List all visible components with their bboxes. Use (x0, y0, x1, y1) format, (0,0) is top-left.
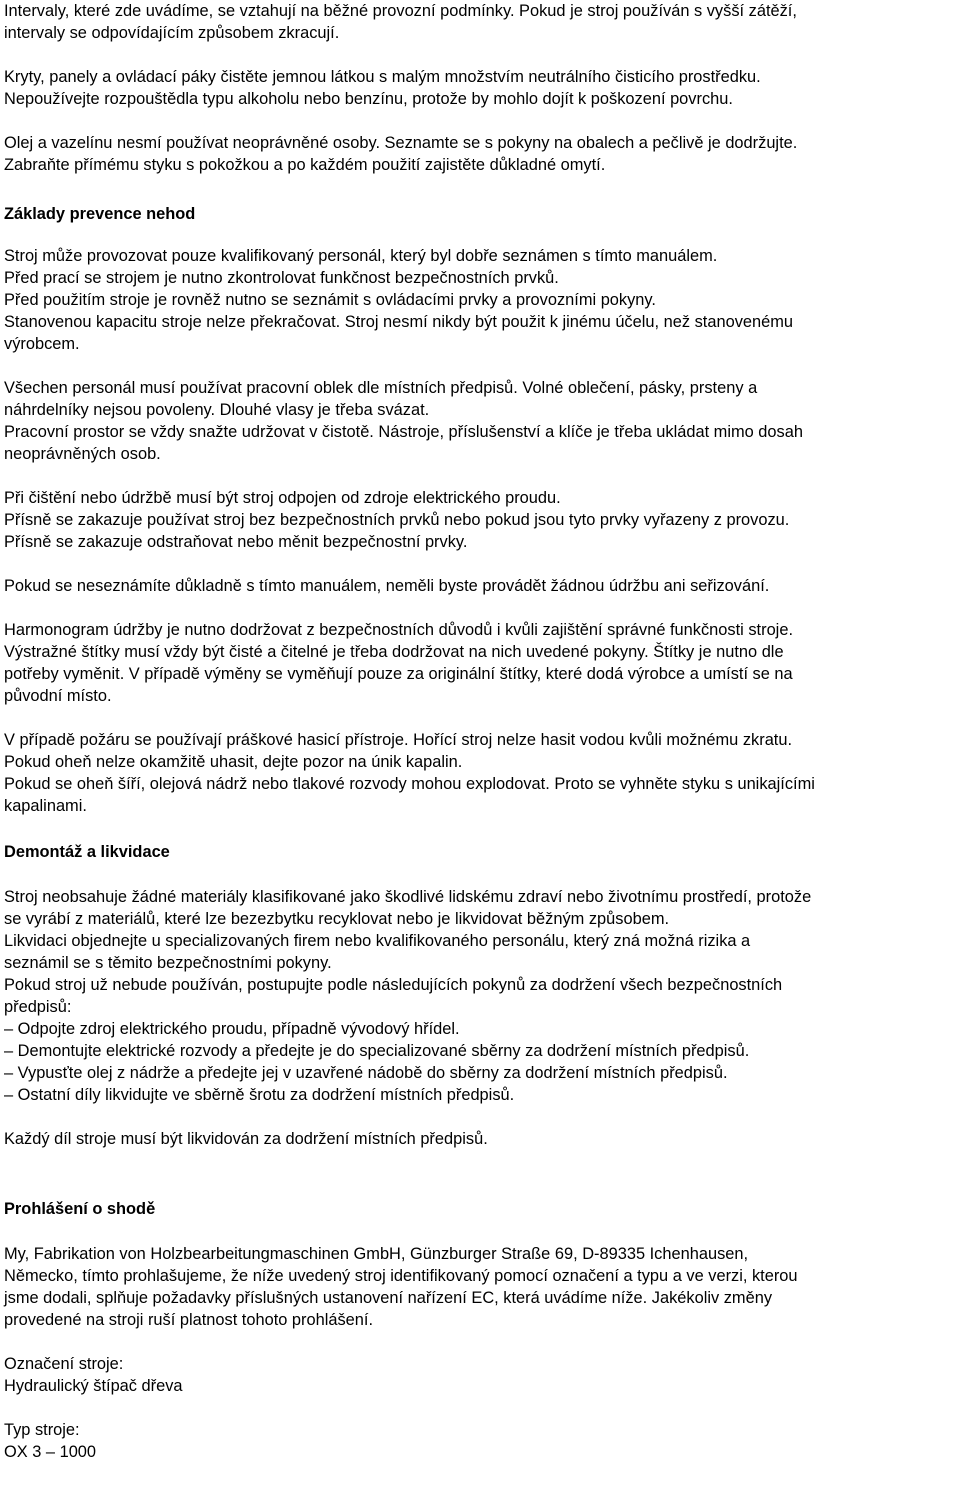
prevention-paragraph-clothing (4, 377, 958, 465)
text-line: Pokud se oheň šíří, olejová nádrž nebo tlakové rozvody mohou explodovat. Proto se vyhněte styku s unikajícími (4, 775, 815, 793)
text-line: Likvidaci objednejte u specializovaných firem nebo kvalifikovaného personálu, který zná možná rizika a (4, 932, 751, 950)
text-line: Pracovní prostor se vždy snažte udržovat v čistotě. Nástroje, příslušenství a klíče je třeba ukládat mimo dosah (4, 423, 803, 441)
text-line: Pokud oheň nelze okamžitě uhasit, dejte pozor na únik kapalin. (4, 753, 463, 771)
text-line: Kryty, panely a ovládací páky čistěte jemnou látkou s malým množstvím neutrálního čisticího prostředku. (4, 68, 761, 86)
text-line: neoprávněných osob. (4, 445, 161, 463)
text-line: Přísně se zakazuje odstraňovat nebo měnit bezpečnostní prvky. (4, 533, 468, 551)
machine-designation-value: Hydraulický štípač dřeva (4, 1377, 183, 1395)
text-line: Každý díl stroje musí být likvidován za dodržení místních předpisů. (4, 1130, 488, 1148)
intro-paragraph-oil (4, 132, 958, 176)
text-line: Při čištění nebo údržbě musí být stroj odpojen od zdroje elektrického proudu. (4, 489, 561, 507)
section-heading-disposal: Demontáž a likvidace (4, 843, 170, 861)
text-line: kapalinami. (4, 797, 87, 815)
prevention-paragraph-manual (4, 575, 958, 597)
machine-type (4, 1419, 958, 1463)
machine-designation-label: Označení stroje: (4, 1355, 124, 1373)
text-line: Harmonogram údržby je nutno dodržovat z bezpečnostních důvodů i kvůli zajištění správné funkčnosti stroje. (4, 621, 793, 639)
text-line: Před prací se strojem je nutno zkontrolovat funkčnost bezpečnostních prvků. (4, 269, 559, 287)
text-line: výrobcem. (4, 335, 80, 353)
text-line: potřeby vyměnit. V případě výměny se vyměňují pouze za originální štítky, které dodá výrobce a umístí se na (4, 665, 793, 683)
text-line: Olej a vazelínu nesmí používat neoprávněné osoby. Seznamte se s pokyny na obalech a pečlivě je dodržujte. (4, 134, 798, 152)
disposal-paragraph-regulations (4, 1128, 958, 1150)
disposal-paragraph-materials (4, 886, 958, 1106)
text-line: Zabraňte přímému styku s pokožkou a po každém použití zajistěte důkladné omytí. (4, 156, 606, 174)
text-line: Pokud stroj už nebude používán, postupujte podle následujících pokynů za dodržení všech bezpečnostních (4, 976, 783, 994)
machine-designation (4, 1353, 958, 1397)
section-heading-prevention: Základy prevence nehod (4, 205, 196, 223)
prevention-paragraph-fire (4, 729, 958, 817)
prevention-paragraph-maintenance (4, 487, 958, 553)
declaration-paragraph (4, 1243, 958, 1331)
text-line: Před použitím stroje je rovněž nutno se seznámit s ovládacími prvky a provozními pokyny. (4, 291, 656, 309)
prevention-paragraph-operation (4, 245, 958, 355)
text-line: Pokud se neseznámíte důkladně s tímto manuálem, neměli byste provádět žádnou údržbu ani seřizování. (4, 577, 770, 595)
text-line: původní místo. (4, 687, 112, 705)
machine-type-label: Typ stroje: (4, 1421, 80, 1439)
text-line: jsme dodali, splňuje požadavky příslušných ustanovení nařízení EC, která uvádíme níže. Jakékoliv změny (4, 1289, 773, 1307)
text-line: My, Fabrikation von Holzbearbeitungmaschinen GmbH, Günzburger Straße 69, D-89335 Ichenhausen, (4, 1245, 749, 1263)
text-line: Nepoužívejte rozpouštědla typu alkoholu nebo benzínu, protože by mohlo dojít k poškození povrchu. (4, 90, 733, 108)
text-line: náhrdelníky nejsou povoleny. Dlouhé vlasy je třeba svázat. (4, 401, 430, 419)
text-line: Stanovenou kapacitu stroje nelze překračovat. Stroj nesmí nikdy být použit k jinému účelu, než stanovenému (4, 313, 793, 331)
section-heading-declaration: Prohlášení o shodě (4, 1200, 156, 1218)
text-line: Přísně se zakazuje používat stroj bez bezpečnostních prvků nebo pokud jsou tyto prvky vyřazeny z provozu. (4, 511, 790, 529)
text-line: předpisů: (4, 998, 72, 1016)
machine-type-value: OX 3 – 1000 (4, 1443, 97, 1461)
text-line: intervaly se odpovídajícím způsobem zkracují. (4, 24, 340, 42)
prevention-paragraph-labels (4, 619, 958, 707)
text-line: provedené na stroji ruší platnost tohoto prohlášení. (4, 1311, 374, 1329)
text-line: Intervaly, které zde uvádíme, se vztahují na běžné provozní podmínky. Pokud je stroj používán s vyšší zátěží, (4, 2, 797, 20)
text-line: seznámil se s těmito bezpečnostními pokyny. (4, 954, 332, 972)
text-line: Všechen personál musí používat pracovní oblek dle místních předpisů. Volné oblečení, pásky, prsteny a (4, 379, 758, 397)
intro-paragraph-cleaning (4, 66, 958, 110)
list-item: – Vypusťte olej z nádrže a předejte jej v uzavřené nádobě do sběrny za dodržení místních předpisů. (4, 1064, 728, 1082)
text-line: se vyrábí z materiálů, které lze bezezbytku recyklovat nebo je likvidovat běžným způsobem. (4, 910, 670, 928)
list-item: – Odpojte zdroj elektrického proudu, případně vývodový hřídel. (4, 1020, 460, 1038)
text-line: Výstražné štítky musí vždy být čisté a čitelné je třeba dodržovat na nich uvedené pokyny. Štítky je nutno dle (4, 643, 784, 661)
document-page (4, 0, 958, 1463)
intro-paragraph-intervals (4, 0, 958, 44)
list-item: – Ostatní díly likvidujte ve sběrně šrotu za dodržení místních předpisů. (4, 1086, 515, 1104)
text-line: Stroj neobsahuje žádné materiály klasifikované jako škodlivé lidskému zdraví nebo životnímu prostředí, protože (4, 888, 812, 906)
list-item: – Demontujte elektrické rozvody a předejte je do specializované sběrny za dodržení místních předpisů. (4, 1042, 750, 1060)
text-line: Německo, tímto prohlašujeme, že níže uvedený stroj identifikovaný pomocí označení a typu a ve verzi, kterou (4, 1267, 798, 1285)
text-line: V případě požáru se používají práškové hasicí přístroje. Hořící stroj nelze hasit vodou kvůli možnému zkratu. (4, 731, 793, 749)
text-line: Stroj může provozovat pouze kvalifikovaný personál, který byl dobře seznámen s tímto manuálem. (4, 247, 718, 265)
